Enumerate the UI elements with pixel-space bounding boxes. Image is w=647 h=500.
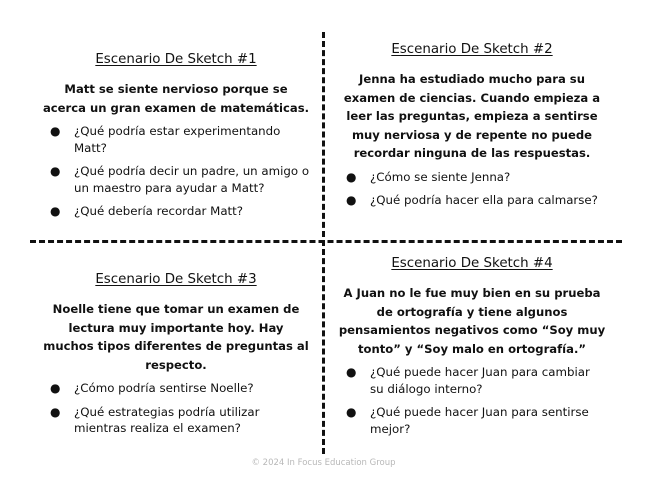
copyright-footer: © 2024 In Focus Education Group bbox=[251, 458, 396, 468]
scenario-card-1 bbox=[42, 52, 310, 227]
question-list bbox=[42, 123, 310, 220]
question-item bbox=[338, 169, 606, 186]
bullet-icon: ● bbox=[50, 381, 61, 395]
scenario-card-4 bbox=[338, 256, 606, 444]
scenario-title: Escenario De Sketch #3 bbox=[95, 272, 257, 287]
scenario-title: Escenario De Sketch #4 bbox=[391, 256, 553, 271]
scenario-text: A Juan no le fue muy bien en su prueba de ortografía y tiene algunos pensamientos negativos como “Soy muy tonto” y “Soy malo en ortografía.” bbox=[338, 286, 606, 356]
question-text: ¿Cómo podría sentirse Noelle? bbox=[74, 381, 254, 395]
bullet-icon: ● bbox=[50, 124, 61, 138]
bullet-icon: ● bbox=[346, 169, 357, 184]
bullet-icon: ● bbox=[50, 164, 61, 178]
question-list bbox=[338, 364, 606, 437]
question-item bbox=[42, 380, 310, 397]
scenario-text: Matt se siente nervioso porque se acerca un gran examen de matemáticas. bbox=[42, 82, 309, 115]
scenario-card-3 bbox=[42, 272, 310, 444]
question-text: ¿Qué podría decir un padre, un amigo o un maestro para ayudar a Matt? bbox=[74, 164, 310, 195]
question-item bbox=[338, 364, 606, 397]
bullet-icon: ● bbox=[346, 365, 357, 379]
question-list bbox=[42, 380, 310, 437]
scenario-text: Jenna ha estudiado mucho para su examen de ciencias. Cuando empieza a leer las preguntas, empieza a sentirse muy nerviosa y de repente no puede recordar ninguna de las respuestas. bbox=[343, 72, 601, 160]
question-item bbox=[338, 192, 606, 209]
vertical-cut-line bbox=[322, 32, 325, 454]
question-text: ¿Cómo se siente Jenna? bbox=[370, 169, 511, 184]
scenario-title: Escenario De Sketch #2 bbox=[391, 42, 553, 57]
bullet-icon: ● bbox=[50, 204, 61, 218]
question-text: ¿Qué podría estar experimentando Matt? bbox=[74, 124, 281, 155]
question-item bbox=[42, 123, 310, 156]
question-text: ¿Qué puede hacer Juan para sentirse mejor? bbox=[370, 405, 589, 436]
bullet-icon: ● bbox=[346, 405, 357, 419]
question-text: ¿Qué podría hacer ella para calmarse? bbox=[370, 193, 598, 207]
question-item bbox=[42, 163, 310, 196]
question-text: ¿Qué estrategias podría utilizar mientras realiza el examen? bbox=[74, 404, 260, 435]
scenario-title: Escenario De Sketch #1 bbox=[95, 52, 257, 67]
bullet-icon: ● bbox=[50, 404, 61, 419]
horizontal-cut-line bbox=[30, 240, 622, 243]
scenario-text: Noelle tiene que tomar un examen de lectura muy importante hoy. Hay muchos tipos diferentes de preguntas al respecto. bbox=[43, 302, 309, 372]
question-text: ¿Qué puede hacer Juan para cambiar su diálogo interno? bbox=[370, 365, 590, 396]
scenario-card-2 bbox=[338, 42, 606, 216]
question-text: ¿Qué debería recordar Matt? bbox=[74, 204, 244, 218]
bullet-icon: ● bbox=[346, 193, 357, 207]
question-item bbox=[42, 203, 310, 220]
question-item bbox=[338, 404, 606, 437]
question-list bbox=[338, 169, 606, 209]
question-item bbox=[42, 404, 310, 437]
